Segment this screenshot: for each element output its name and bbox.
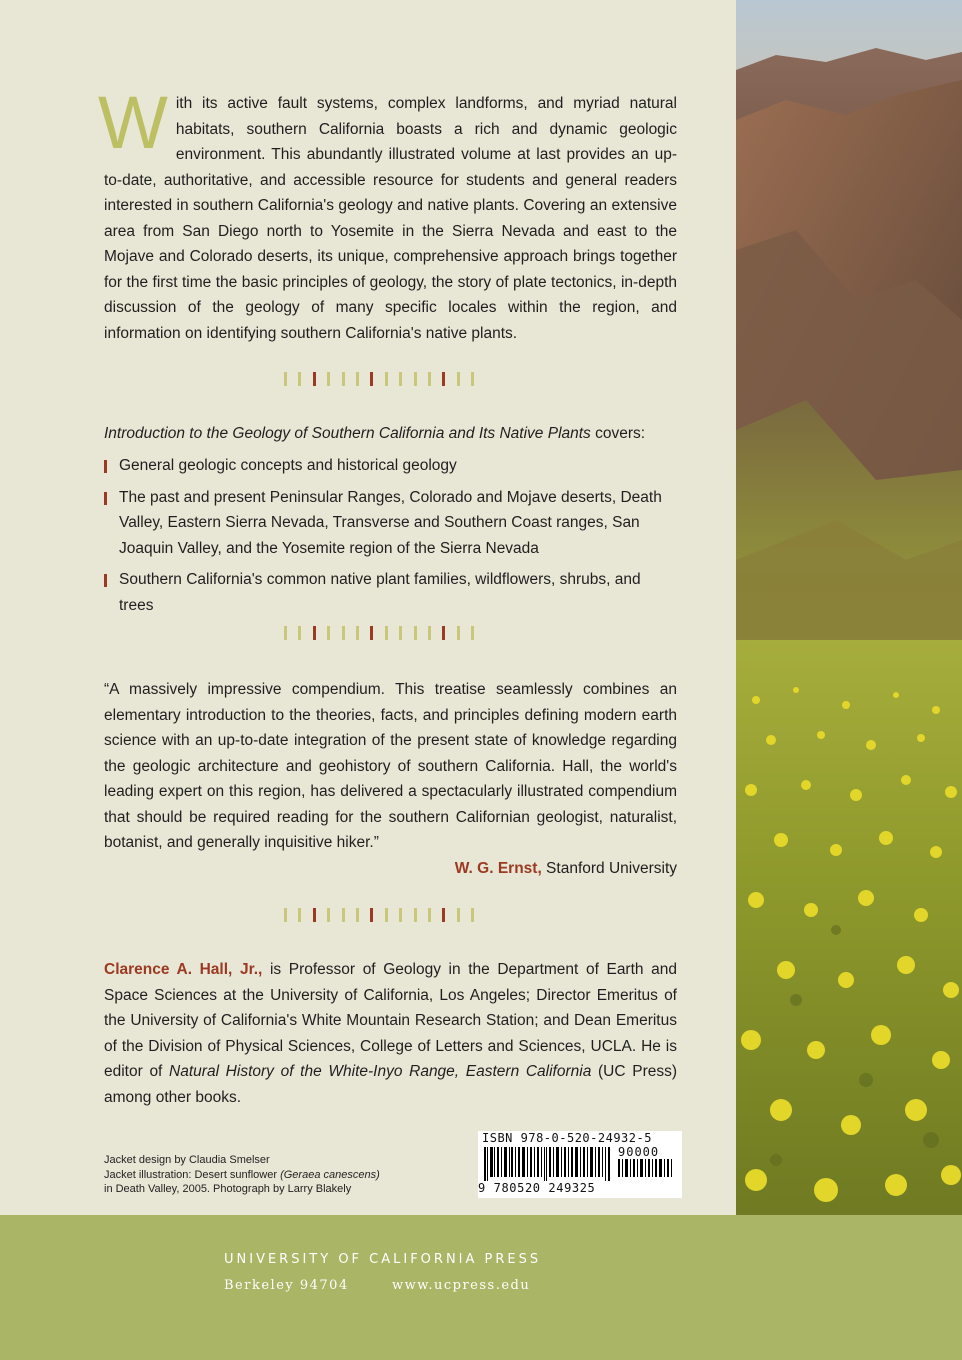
book-title: Introduction to the Geology of Southern California and Its Native Plants <box>104 425 591 442</box>
drop-cap: W <box>98 81 168 164</box>
barcode-digits: 9 780520 249325 <box>478 1181 596 1195</box>
ornament-divider <box>284 908 474 922</box>
list-item: The past and present Peninsular Ranges, Colorado and Mojave deserts, Death Valley, Eastern Sierra Nevada, Transverse and Southern Coast ranges, San Joaquin Valley, and the Yosemite region of the Sierra Nevada <box>104 485 677 562</box>
author-bio: Clarence A. Hall, Jr., is Professor of Geology in the Department of Earth and Space Sciences at the University of California, Los Angeles; Director Emeritus of the University of California's White Mountain Research Station; and Dean Emeritus of the Division of Physical Sciences, College of Letters and Sciences, UCLA. He is editor of Natural History of the White-Inyo Range, Eastern California (UC Press) among other books. <box>104 961 678 1106</box>
covers-heading <box>104 421 677 446</box>
jacket-credits <box>104 1153 380 1197</box>
price-code: 90000 <box>618 1145 660 1159</box>
covers-suffix: covers: <box>590 425 646 442</box>
intro-text: ith its active fault systems, complex landforms, and myriad natural habitats, southern California boasts a rich and dynamic geologic environment. This abundantly illustrated volume at last provides an up-to-date, authoritative, and accessible resource for students and general readers interested in southern California's geology and native plants. Covering an extensive area from San Diego north to Yosemite in the Sierra Nevada and east to the Mojave and Colorado deserts, its unique, comprehensive approach brings together for the first time the basic principles of geology, the story of plate tectonics, in-depth discussion of the geology of many specific locales within the region, and information on identifying southern California's native plants. <box>104 95 677 342</box>
barcode-bars <box>484 1147 612 1181</box>
ornament-divider <box>284 626 474 640</box>
isbn-barcode <box>478 1131 682 1198</box>
author-name: Clarence A. Hall, Jr., <box>104 961 263 978</box>
photo-credit: in Death Valley, 2005. Photograph by Larry Blakely <box>104 1183 352 1195</box>
quote-affiliation: Stanford University <box>541 860 677 877</box>
publisher-city: Berkeley 94704 <box>224 1278 349 1293</box>
list-item: General geologic concepts and historical geology <box>104 453 677 479</box>
price-bars <box>618 1159 674 1177</box>
cover-photo-desert-sunflowers <box>736 0 962 1215</box>
ornament-divider <box>284 372 474 386</box>
quote-author: W. G. Ernst, <box>454 860 542 877</box>
quote-attribution <box>104 856 677 881</box>
intro-paragraph <box>98 81 677 346</box>
list-item: Southern California's common native plant families, wildflowers, shrubs, and trees <box>104 567 677 618</box>
illustration-credit: Jacket illustration: Desert sunflower (Geraea canescens) <box>104 1168 380 1181</box>
publisher-url[interactable]: www.ucpress.edu <box>392 1278 531 1293</box>
covers-list <box>104 453 677 624</box>
design-credit: Jacket design by Claudia Smelser <box>104 1154 270 1166</box>
endorsement-quote: “A massively impressive compendium. This treatise seamlessly combines an elementary introduction to the theories, facts, and principles defining modern earth science with an up-to-date integration of the present state of knowledge regarding the geologic architecture and geohistory of southern California. Hall, the world's leading expert on this region, has delivered a spectacularly illustrated compendium that should be required reading for the southern Californian geologist, naturalist, botanist, and generally inquisitive hiker.” <box>104 681 677 851</box>
edited-book-title: Natural History of the White-Inyo Range, Eastern California <box>169 1063 592 1080</box>
publisher-footer <box>0 1215 962 1360</box>
isbn-text: ISBN 978-0-520-24932-5 <box>482 1131 652 1145</box>
publisher-name: UNIVERSITY OF CALIFORNIA PRESS <box>224 1252 542 1267</box>
